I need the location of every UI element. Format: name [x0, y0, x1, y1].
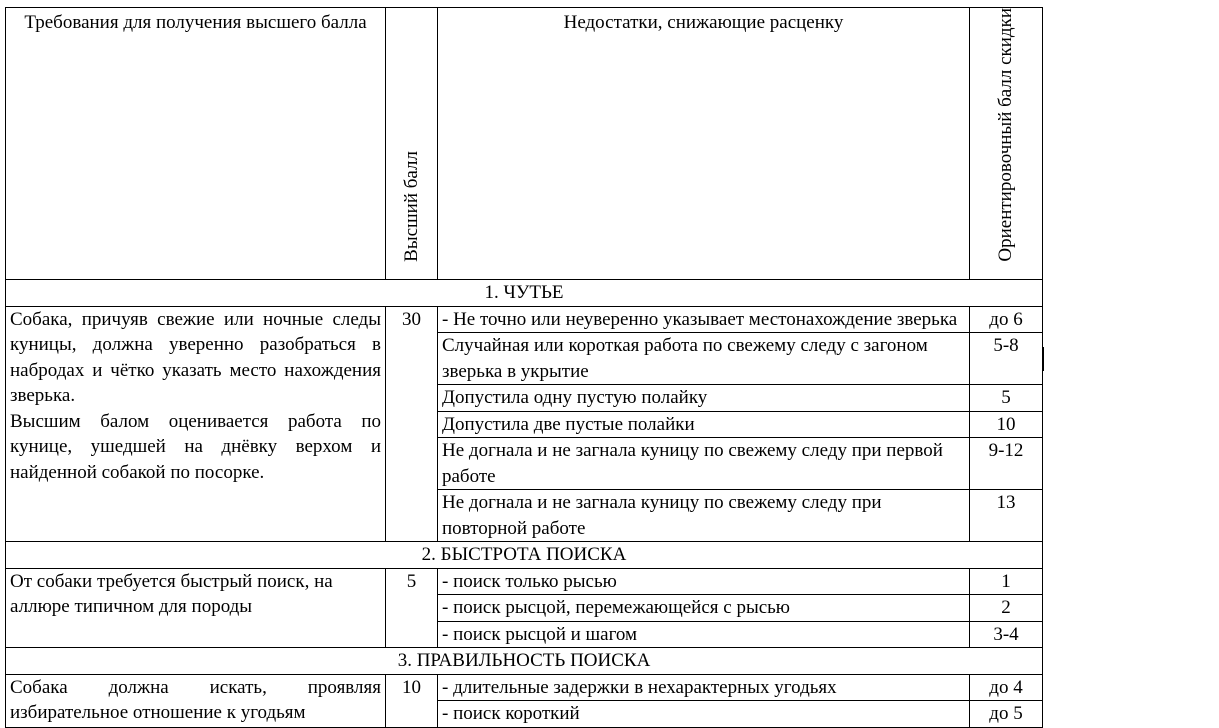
deficiency-text: - поиск короткий: [438, 701, 970, 728]
section-title: 1. ЧУТЬЕ: [6, 280, 1043, 307]
evaluation-table: [5, 7, 1043, 728]
deficiency-text: Допустила две пустые полайки: [438, 411, 970, 438]
deficiency-text: - поиск рысцой, перемежающейся с рысью: [438, 595, 970, 622]
text-cursor: [1043, 347, 1044, 371]
section-title-row: [6, 280, 1043, 307]
deficiency-text: - длительные задержки в нехарактерных угодьях: [438, 674, 970, 701]
discount-score: 2: [970, 595, 1043, 622]
requirement-cell: [6, 306, 386, 542]
header-discount: [970, 8, 1043, 280]
section-title: 2. БЫСТРОТА ПОИСКА: [6, 542, 1043, 569]
deficiency-text: - поиск рысцой и шагом: [438, 621, 970, 648]
header-requirements: Требования для получения высшего балла: [6, 8, 386, 280]
header-row: [6, 8, 1043, 280]
discount-score: 3-4: [970, 621, 1043, 648]
table-row: [6, 674, 1043, 701]
deficiency-text: Допустила одну пустую полайку: [438, 385, 970, 412]
deficiency-text: - поиск только рысью: [438, 568, 970, 595]
max-score: 30: [386, 306, 438, 542]
deficiency-text: Случайная или короткая работа по свежему следу с загоном зверька в укрытие: [438, 333, 970, 385]
discount-score: 9-12: [970, 438, 1043, 490]
header-max-score: [386, 8, 438, 280]
requirement-cell: Собака должна искать, проявляя избирательное отношение к угодьям: [6, 674, 386, 727]
discount-score: 1: [970, 568, 1043, 595]
deficiency-text: Не догнала и не загнала куницу по свежему следу при повторной работе: [438, 490, 970, 542]
header-discount-text: Ориентировочный балл скидки: [995, 8, 1016, 262]
requirement-text: Собака, причуяв свежие или ночные следы куницы, должна уверенно разобраться в набродах и чётко указать место нахождения зверька.: [10, 308, 381, 407]
requirement-text: Высшим балом оценивается работа по кунице, ушедшей на днёвку верхом и найденной собакой по посорке.: [10, 410, 381, 483]
max-score: 5: [386, 568, 438, 648]
discount-score: 13: [970, 490, 1043, 542]
discount-score: до 5: [970, 701, 1043, 728]
discount-score: 5: [970, 385, 1043, 412]
header-deficiencies: Недостатки, снижающие расценку: [438, 8, 970, 280]
table-row: [6, 568, 1043, 595]
max-score: 10: [386, 674, 438, 727]
section-title: 3. ПРАВИЛЬНОСТЬ ПОИСКА: [6, 648, 1043, 675]
discount-score: до 6: [970, 306, 1043, 333]
discount-score: 5-8: [970, 333, 1043, 385]
header-max-score-text: Высший балл: [400, 150, 422, 262]
section-title-row: [6, 542, 1043, 569]
deficiency-text: Не догнала и не загнала куницу по свежему следу при первой работе: [438, 438, 970, 490]
requirement-cell: От собаки требуется быстрый поиск, на аллюре типичном для породы: [6, 568, 386, 648]
discount-score: до 4: [970, 674, 1043, 701]
discount-score: 10: [970, 411, 1043, 438]
table-row: [6, 306, 1043, 333]
section-title-row: [6, 648, 1043, 675]
deficiency-text: - Не точно или неуверенно указывает местонахождение зверька: [438, 306, 970, 333]
